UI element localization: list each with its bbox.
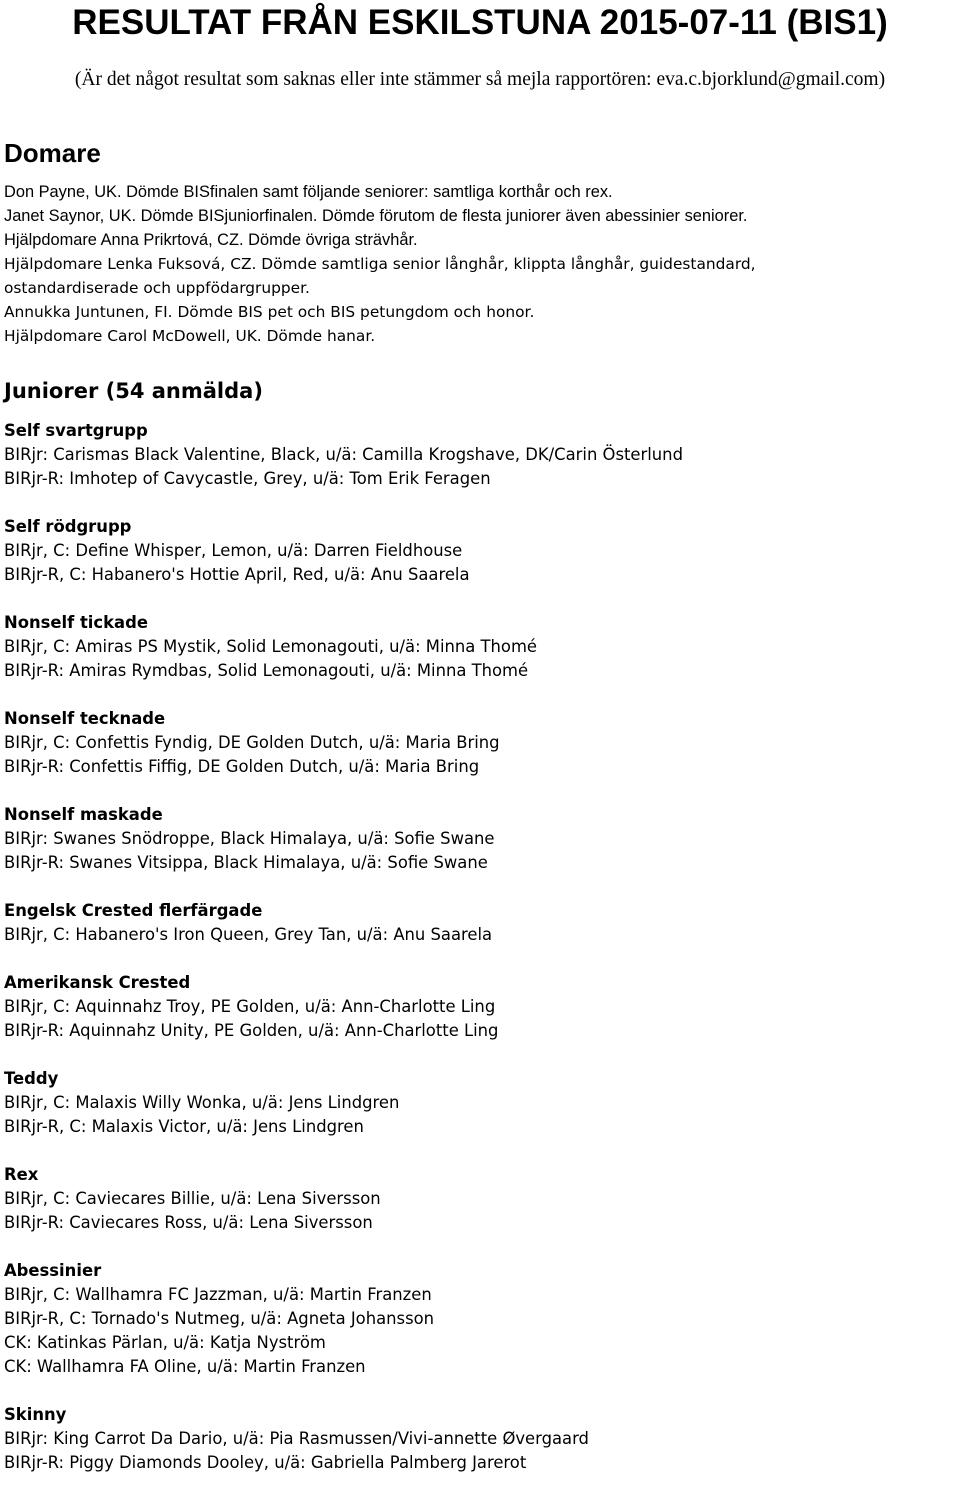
result-entry: BIRjr-R, C: Malaxis Victor, u/ä: Jens Lindgren — [4, 1117, 364, 1136]
group-title: Engelsk Crested flerfärgade — [4, 901, 263, 920]
result-entry: BIRjr, C: Malaxis Willy Wonka, u/ä: Jens Lindgren — [4, 1093, 400, 1112]
result-entry: CK: Wallhamra FA Oline, u/ä: Martin Franzen — [4, 1357, 366, 1376]
result-entry: BIRjr-R: Swanes Vitsippa, Black Himalaya, u/ä: Sofie Swane — [4, 853, 488, 872]
result-entry: BIRjr-R: Caviecares Ross, u/ä: Lena Siversson — [4, 1213, 373, 1232]
result-entry: BIRjr-R: Aquinnahz Unity, PE Golden, u/ä: Ann-Charlotte Ling — [4, 1021, 499, 1040]
result-group — [4, 707, 954, 779]
judge-line: ostandardiserade och uppfödargrupper. — [4, 279, 310, 297]
judges-heading: Domare — [4, 138, 101, 168]
juniors-heading: Juniorer (54 anmälda) — [4, 379, 263, 403]
result-entry: BIRjr, C: Amiras PS Mystik, Solid Lemonagouti, u/ä: Minna Thomé — [4, 637, 538, 656]
group-title: Rex — [4, 1165, 39, 1184]
result-entry: BIRjr: King Carrot Da Dario, u/ä: Pia Rasmussen/Vivi-annette Øvergaard — [4, 1429, 589, 1448]
group-title: Abessinier — [4, 1261, 102, 1280]
result-entry: BIRjr, C: Caviecares Billie, u/ä: Lena Siversson — [4, 1189, 381, 1208]
group-title: Self svartgrupp — [4, 421, 148, 440]
result-group — [4, 803, 954, 875]
judge-line: Hjälpdomare Anna Prikrtová, CZ. Dömde övriga strävhår. — [4, 231, 418, 249]
judge-line: Hjälpdomare Carol McDowell, UK. Dömde hanar. — [4, 327, 376, 345]
result-entry: BIRjr, C: Aquinnahz Troy, PE Golden, u/ä: Ann-Charlotte Ling — [4, 997, 496, 1016]
result-group — [4, 1403, 954, 1475]
contact-note: (Är det något resultat som saknas eller inte stämmer så mejla rapportören: eva.c.bjorklund@gmail.com) — [74, 69, 886, 90]
page-title: RESULTAT FRÅN ESKILSTUNA 2015-07-11 (BIS1) — [72, 3, 888, 42]
result-entry: BIRjr: Swanes Snödroppe, Black Himalaya, u/ä: Sofie Swane — [4, 829, 495, 848]
group-title: Nonself maskade — [4, 805, 163, 824]
judges-list — [4, 180, 954, 348]
result-group — [4, 515, 954, 587]
result-entry: BIRjr, C: Habanero's Iron Queen, Grey Tan, u/ä: Anu Saarela — [4, 925, 493, 944]
result-group — [4, 1163, 954, 1235]
junior-results — [4, 419, 954, 1499]
group-title: Teddy — [4, 1069, 59, 1088]
result-entry: BIRjr-R: Amiras Rymdbas, Solid Lemonagouti, u/ä: Minna Thomé — [4, 661, 529, 680]
result-entry: BIRjr, C: Wallhamra FC Jazzman, u/ä: Martin Franzen — [4, 1285, 432, 1304]
result-group — [4, 971, 954, 1043]
judge-line: Hjälpdomare Lenka Fuksová, CZ. Dömde samtliga senior långhår, klippta långhår, guidestandard, — [4, 255, 756, 273]
result-group — [4, 899, 954, 947]
result-group — [4, 1259, 954, 1379]
result-entry: BIRjr-R, C: Tornado's Nutmeg, u/ä: Agneta Johansson — [4, 1309, 435, 1328]
judge-line: Janet Saynor, UK. Dömde BISjuniorfinalen. Dömde förutom de flesta juniorer även abessinier seniorer. — [4, 207, 748, 225]
result-entry: BIRjr, C: Define Whisper, Lemon, u/ä: Darren Fieldhouse — [4, 541, 463, 560]
result-group — [4, 1067, 954, 1139]
group-title: Skinny — [4, 1405, 67, 1424]
result-entry: BIRjr-R: Confettis Fiffig, DE Golden Dutch, u/ä: Maria Bring — [4, 757, 480, 776]
result-entry: BIRjr, C: Confettis Fyndig, DE Golden Dutch, u/ä: Maria Bring — [4, 733, 500, 752]
group-title: Self rödgrupp — [4, 517, 132, 536]
result-entry: BIRjr-R, C: Habanero's Hottie April, Red, u/ä: Anu Saarela — [4, 565, 470, 584]
result-entry: CK: Katinkas Pärlan, u/ä: Katja Nyström — [4, 1333, 326, 1352]
result-entry: BIRjr-R: Piggy Diamonds Dooley, u/ä: Gabriella Palmberg Jarerot — [4, 1453, 527, 1472]
group-title: Nonself tecknade — [4, 709, 166, 728]
result-group — [4, 419, 954, 491]
result-group — [4, 611, 954, 683]
judge-line: Don Payne, UK. Dömde BISfinalen samt följande seniorer: samtliga korthår och rex. — [4, 183, 613, 201]
judge-line: Annukka Juntunen, FI. Dömde BIS pet och BIS petungdom och honor. — [4, 303, 535, 321]
group-title: Nonself tickade — [4, 613, 148, 632]
group-title: Amerikansk Crested — [4, 973, 191, 992]
result-entry: BIRjr: Carismas Black Valentine, Black, u/ä: Camilla Krogshave, DK/Carin Österlund — [4, 445, 683, 464]
result-entry: BIRjr-R: Imhotep of Cavycastle, Grey, u/ä: Tom Erik Feragen — [4, 469, 491, 488]
